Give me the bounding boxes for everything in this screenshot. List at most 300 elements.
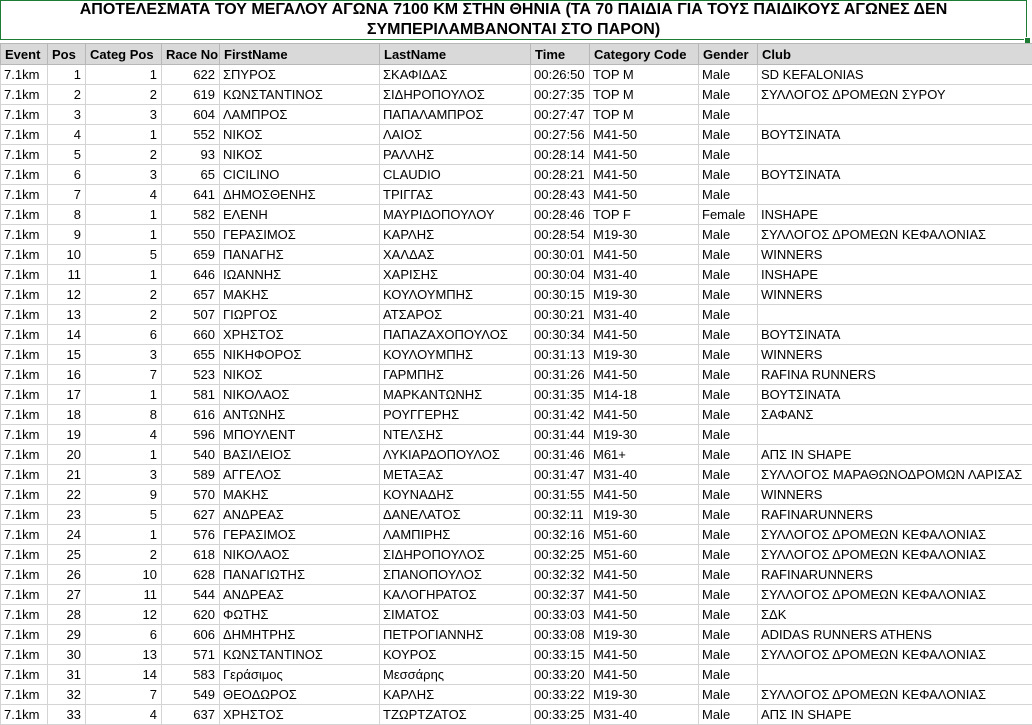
cell-pos[interactable]: 33 (48, 705, 86, 725)
cell-club[interactable]: ΑΠΣ IN SHAPE (758, 445, 1032, 465)
cell-category-code[interactable]: M41-50 (590, 145, 699, 165)
cell-categ-pos[interactable]: 9 (86, 485, 162, 505)
cell-categ-pos[interactable]: 14 (86, 665, 162, 685)
cell-gender[interactable]: Male (699, 165, 758, 185)
cell-pos[interactable]: 3 (48, 105, 86, 125)
cell-last-name[interactable]: ΜΕΤΑΞΑΣ (380, 465, 531, 485)
cell-time[interactable]: 00:31:46 (531, 445, 590, 465)
cell-categ-pos[interactable]: 7 (86, 685, 162, 705)
cell-club[interactable]: WINNERS (758, 485, 1032, 505)
cell-first-name[interactable]: ΑΝΔΡΕΑΣ (220, 585, 380, 605)
cell-event[interactable]: 7.1km (1, 705, 48, 725)
cell-last-name[interactable]: ΜΑΡΚΑΝΤΩΝΗΣ (380, 385, 531, 405)
cell-first-name[interactable]: ΓΕΡΑΣΙΜΟΣ (220, 525, 380, 545)
cell-last-name[interactable]: ΣΠΑΝΟΠΟΥΛΟΣ (380, 565, 531, 585)
cell-time[interactable]: 00:27:47 (531, 105, 590, 125)
cell-category-code[interactable]: M31-40 (590, 305, 699, 325)
cell-race-no[interactable]: 628 (162, 565, 220, 585)
cell-categ-pos[interactable]: 1 (86, 225, 162, 245)
cell-race-no[interactable]: 627 (162, 505, 220, 525)
cell-last-name[interactable]: ΠΕΤΡΟΓΙΑΝΝΗΣ (380, 625, 531, 645)
cell-category-code[interactable]: M41-50 (590, 125, 699, 145)
cell-last-name[interactable]: ΚΟΥΡΟΣ (380, 645, 531, 665)
cell-club[interactable]: ΒΟΥΤΣΙΝΑΤΑ (758, 385, 1032, 405)
cell-time[interactable]: 00:30:21 (531, 305, 590, 325)
cell-first-name[interactable]: ΑΝΔΡΕΑΣ (220, 505, 380, 525)
cell-gender[interactable]: Male (699, 265, 758, 285)
cell-gender[interactable]: Male (699, 185, 758, 205)
cell-race-no[interactable]: 507 (162, 305, 220, 325)
column-header-race-no[interactable]: Race No (162, 44, 220, 65)
cell-gender[interactable]: Male (699, 605, 758, 625)
cell-category-code[interactable]: M41-50 (590, 605, 699, 625)
cell-categ-pos[interactable]: 8 (86, 405, 162, 425)
cell-categ-pos[interactable]: 3 (86, 165, 162, 185)
cell-gender[interactable]: Male (699, 365, 758, 385)
cell-last-name[interactable]: ΠΑΠΑΖΑΧΟΠΟΥΛΟΣ (380, 325, 531, 345)
cell-first-name[interactable]: ΚΩΝΣΤΑΝΤΙΝΟΣ (220, 85, 380, 105)
cell-category-code[interactable]: TOP M (590, 65, 699, 85)
cell-pos[interactable]: 10 (48, 245, 86, 265)
cell-club[interactable]: ADIDAS RUNNERS ATHENS (758, 625, 1032, 645)
cell-time[interactable]: 00:28:21 (531, 165, 590, 185)
cell-gender[interactable]: Male (699, 285, 758, 305)
cell-categ-pos[interactable]: 13 (86, 645, 162, 665)
cell-last-name[interactable]: ΧΑΛΔΑΣ (380, 245, 531, 265)
cell-category-code[interactable]: M31-40 (590, 705, 699, 725)
cell-club[interactable]: INSHAPE (758, 265, 1032, 285)
cell-club[interactable]: ΣΥΛΛΟΓΟΣ ΔΡΟΜΕΩΝ ΚΕΦΑΛΟΝΙΑΣ (758, 685, 1032, 705)
cell-event[interactable]: 7.1km (1, 145, 48, 165)
cell-pos[interactable]: 28 (48, 605, 86, 625)
cell-last-name[interactable]: ΜΑΥΡΙΔΟΠΟΥΛΟΥ (380, 205, 531, 225)
cell-time[interactable]: 00:26:50 (531, 65, 590, 85)
column-header-category-code[interactable]: Category Code (590, 44, 699, 65)
cell-time[interactable]: 00:31:42 (531, 405, 590, 425)
cell-event[interactable]: 7.1km (1, 465, 48, 485)
cell-event[interactable]: 7.1km (1, 625, 48, 645)
cell-categ-pos[interactable]: 2 (86, 545, 162, 565)
cell-club[interactable]: ΣΥΛΛΟΓΟΣ ΔΡΟΜΕΩΝ ΚΕΦΑΛΟΝΙΑΣ (758, 225, 1032, 245)
cell-event[interactable]: 7.1km (1, 325, 48, 345)
cell-categ-pos[interactable]: 3 (86, 345, 162, 365)
cell-categ-pos[interactable]: 4 (86, 185, 162, 205)
cell-pos[interactable]: 32 (48, 685, 86, 705)
cell-race-no[interactable]: 641 (162, 185, 220, 205)
column-header-first-name[interactable]: FirstName (220, 44, 380, 65)
cell-time[interactable]: 00:31:35 (531, 385, 590, 405)
cell-gender[interactable]: Male (699, 565, 758, 585)
cell-categ-pos[interactable]: 5 (86, 245, 162, 265)
cell-first-name[interactable]: ΠΑΝΑΓΙΩΤΗΣ (220, 565, 380, 585)
cell-last-name[interactable]: ΤΖΩΡΤΖΑΤΟΣ (380, 705, 531, 725)
cell-category-code[interactable]: M19-30 (590, 685, 699, 705)
cell-first-name[interactable]: ΜΑΚΗΣ (220, 485, 380, 505)
cell-race-no[interactable]: 596 (162, 425, 220, 445)
cell-club[interactable] (758, 185, 1032, 205)
column-header-last-name[interactable]: LastName (380, 44, 531, 65)
cell-gender[interactable]: Male (699, 545, 758, 565)
cell-categ-pos[interactable]: 2 (86, 285, 162, 305)
cell-categ-pos[interactable]: 6 (86, 625, 162, 645)
cell-category-code[interactable]: M19-30 (590, 425, 699, 445)
cell-club[interactable]: ΒΟΥΤΣΙΝΑΤΑ (758, 165, 1032, 185)
cell-event[interactable]: 7.1km (1, 445, 48, 465)
cell-first-name[interactable]: ΓΙΩΡΓΟΣ (220, 305, 380, 325)
cell-time[interactable]: 00:31:55 (531, 485, 590, 505)
cell-club[interactable]: ΣΥΛΛΟΓΟΣ ΔΡΟΜΕΩΝ ΚΕΦΑΛΟΝΙΑΣ (758, 525, 1032, 545)
cell-race-no[interactable]: 637 (162, 705, 220, 725)
cell-club[interactable]: ΒΟΥΤΣΙΝΑΤΑ (758, 125, 1032, 145)
cell-race-no[interactable]: 620 (162, 605, 220, 625)
column-header-club[interactable]: Club (758, 44, 1032, 65)
cell-pos[interactable]: 14 (48, 325, 86, 345)
cell-last-name[interactable]: CLAUDIO (380, 165, 531, 185)
cell-event[interactable]: 7.1km (1, 485, 48, 505)
cell-race-no[interactable]: 540 (162, 445, 220, 465)
cell-category-code[interactable]: M41-50 (590, 365, 699, 385)
cell-pos[interactable]: 6 (48, 165, 86, 185)
cell-time[interactable]: 00:28:54 (531, 225, 590, 245)
cell-pos[interactable]: 9 (48, 225, 86, 245)
cell-event[interactable]: 7.1km (1, 185, 48, 205)
cell-pos[interactable]: 4 (48, 125, 86, 145)
cell-event[interactable]: 7.1km (1, 385, 48, 405)
cell-race-no[interactable]: 544 (162, 585, 220, 605)
cell-club[interactable]: RAFINARUNNERS (758, 505, 1032, 525)
cell-club[interactable]: RAFINA RUNNERS (758, 365, 1032, 385)
cell-event[interactable]: 7.1km (1, 345, 48, 365)
cell-first-name[interactable]: ΣΠΥΡΟΣ (220, 65, 380, 85)
cell-pos[interactable]: 21 (48, 465, 86, 485)
cell-first-name[interactable]: ΝΙΚΟΣ (220, 125, 380, 145)
cell-event[interactable]: 7.1km (1, 85, 48, 105)
cell-first-name[interactable]: ΝΙΚΟΛΑΟΣ (220, 385, 380, 405)
cell-category-code[interactable]: M51-60 (590, 525, 699, 545)
cell-event[interactable]: 7.1km (1, 305, 48, 325)
cell-pos[interactable]: 23 (48, 505, 86, 525)
cell-first-name[interactable]: ΔΗΜΗΤΡΗΣ (220, 625, 380, 645)
cell-last-name[interactable]: ΣΚΑΦΙΔΑΣ (380, 65, 531, 85)
cell-race-no[interactable]: 655 (162, 345, 220, 365)
cell-first-name[interactable]: ΠΑΝΑΓΗΣ (220, 245, 380, 265)
cell-last-name[interactable]: ΚΑΡΛΗΣ (380, 685, 531, 705)
cell-club[interactable]: INSHAPE (758, 205, 1032, 225)
cell-time[interactable]: 00:30:15 (531, 285, 590, 305)
cell-pos[interactable]: 1 (48, 65, 86, 85)
cell-categ-pos[interactable]: 1 (86, 525, 162, 545)
cell-club[interactable] (758, 105, 1032, 125)
cell-club[interactable]: RAFINARUNNERS (758, 565, 1032, 585)
cell-gender[interactable]: Male (699, 245, 758, 265)
cell-time[interactable]: 00:28:14 (531, 145, 590, 165)
cell-race-no[interactable]: 583 (162, 665, 220, 685)
column-header-event[interactable]: Event (1, 44, 48, 65)
cell-race-no[interactable]: 660 (162, 325, 220, 345)
cell-event[interactable]: 7.1km (1, 205, 48, 225)
cell-club[interactable]: ΣΥΛΛΟΓΟΣ ΔΡΟΜΕΩΝ ΚΕΦΑΛΟΝΙΑΣ (758, 645, 1032, 665)
cell-category-code[interactable]: M41-50 (590, 325, 699, 345)
cell-first-name[interactable]: ΜΑΚΗΣ (220, 285, 380, 305)
cell-race-no[interactable]: 606 (162, 625, 220, 645)
cell-event[interactable]: 7.1km (1, 585, 48, 605)
cell-race-no[interactable]: 618 (162, 545, 220, 565)
cell-categ-pos[interactable]: 2 (86, 305, 162, 325)
cell-race-no[interactable]: 65 (162, 165, 220, 185)
cell-time[interactable]: 00:32:32 (531, 565, 590, 585)
column-header-pos[interactable]: Pos (48, 44, 86, 65)
cell-pos[interactable]: 16 (48, 365, 86, 385)
cell-gender[interactable]: Male (699, 525, 758, 545)
cell-gender[interactable]: Female (699, 205, 758, 225)
cell-time[interactable]: 00:33:03 (531, 605, 590, 625)
cell-race-no[interactable]: 523 (162, 365, 220, 385)
cell-categ-pos[interactable]: 1 (86, 385, 162, 405)
cell-last-name[interactable]: ΡΟΥΓΓΕΡΗΣ (380, 405, 531, 425)
cell-gender[interactable]: Male (699, 705, 758, 725)
cell-pos[interactable]: 26 (48, 565, 86, 585)
cell-time[interactable]: 00:33:25 (531, 705, 590, 725)
cell-race-no[interactable]: 657 (162, 285, 220, 305)
cell-club[interactable] (758, 665, 1032, 685)
cell-club[interactable] (758, 305, 1032, 325)
cell-categ-pos[interactable]: 1 (86, 265, 162, 285)
cell-last-name[interactable]: ΚΟΥΛΟΥΜΠΗΣ (380, 285, 531, 305)
cell-race-no[interactable]: 571 (162, 645, 220, 665)
cell-time[interactable]: 00:32:37 (531, 585, 590, 605)
cell-club[interactable]: WINNERS (758, 345, 1032, 365)
cell-pos[interactable]: 24 (48, 525, 86, 545)
cell-category-code[interactable]: M41-50 (590, 405, 699, 425)
cell-last-name[interactable]: ΓΑΡΜΠΗΣ (380, 365, 531, 385)
cell-gender[interactable]: Male (699, 645, 758, 665)
cell-race-no[interactable]: 619 (162, 85, 220, 105)
cell-first-name[interactable]: ΦΩΤΗΣ (220, 605, 380, 625)
cell-last-name[interactable]: ΑΤΣΑΡΟΣ (380, 305, 531, 325)
cell-category-code[interactable]: M41-50 (590, 565, 699, 585)
cell-race-no[interactable]: 549 (162, 685, 220, 705)
cell-club[interactable] (758, 425, 1032, 445)
cell-category-code[interactable]: M61+ (590, 445, 699, 465)
cell-first-name[interactable]: ΓΕΡΑΣΙΜΟΣ (220, 225, 380, 245)
cell-categ-pos[interactable]: 6 (86, 325, 162, 345)
cell-last-name[interactable]: ΧΑΡΙΣΗΣ (380, 265, 531, 285)
cell-gender[interactable]: Male (699, 665, 758, 685)
cell-category-code[interactable]: M41-50 (590, 485, 699, 505)
cell-race-no[interactable]: 570 (162, 485, 220, 505)
cell-category-code[interactable]: M41-50 (590, 585, 699, 605)
cell-first-name[interactable]: ΝΙΚΟΛΑΟΣ (220, 545, 380, 565)
cell-pos[interactable]: 13 (48, 305, 86, 325)
cell-club[interactable]: SD KEFALONIAS (758, 65, 1032, 85)
cell-event[interactable]: 7.1km (1, 105, 48, 125)
cell-club[interactable]: ΣΑΦΑΝΣ (758, 405, 1032, 425)
cell-category-code[interactable]: TOP M (590, 85, 699, 105)
cell-category-code[interactable]: M41-50 (590, 245, 699, 265)
cell-time[interactable]: 00:32:25 (531, 545, 590, 565)
cell-pos[interactable]: 2 (48, 85, 86, 105)
cell-event[interactable]: 7.1km (1, 245, 48, 265)
cell-pos[interactable]: 18 (48, 405, 86, 425)
cell-last-name[interactable]: ΚΑΡΛΗΣ (380, 225, 531, 245)
cell-pos[interactable]: 15 (48, 345, 86, 365)
cell-last-name[interactable]: ΛΑΜΠΙΡΗΣ (380, 525, 531, 545)
cell-pos[interactable]: 8 (48, 205, 86, 225)
cell-race-no[interactable]: 582 (162, 205, 220, 225)
cell-pos[interactable]: 31 (48, 665, 86, 685)
cell-time[interactable]: 00:33:20 (531, 665, 590, 685)
cell-categ-pos[interactable]: 3 (86, 465, 162, 485)
cell-event[interactable]: 7.1km (1, 565, 48, 585)
cell-pos[interactable]: 19 (48, 425, 86, 445)
cell-last-name[interactable]: ΠΑΠΑΛΑΜΠΡΟΣ (380, 105, 531, 125)
cell-gender[interactable]: Male (699, 405, 758, 425)
cell-time[interactable]: 00:27:35 (531, 85, 590, 105)
cell-event[interactable]: 7.1km (1, 65, 48, 85)
cell-gender[interactable]: Male (699, 85, 758, 105)
cell-last-name[interactable]: ΣΙΔΗΡΟΠΟΥΛΟΣ (380, 85, 531, 105)
cell-last-name[interactable]: ΚΟΥΝΑΔΗΣ (380, 485, 531, 505)
cell-first-name[interactable]: ΒΑΣΙΛΕΙΟΣ (220, 445, 380, 465)
cell-category-code[interactable]: M51-60 (590, 545, 699, 565)
cell-first-name[interactable]: ΝΙΚΗΦΟΡΟΣ (220, 345, 380, 365)
cell-categ-pos[interactable]: 5 (86, 505, 162, 525)
cell-pos[interactable]: 27 (48, 585, 86, 605)
cell-categ-pos[interactable]: 1 (86, 205, 162, 225)
cell-event[interactable]: 7.1km (1, 405, 48, 425)
cell-gender[interactable]: Male (699, 385, 758, 405)
cell-first-name[interactable]: ΧΡΗΣΤΟΣ (220, 325, 380, 345)
cell-pos[interactable]: 22 (48, 485, 86, 505)
sheet-title-cell[interactable] (0, 0, 1027, 40)
cell-time[interactable]: 00:32:11 (531, 505, 590, 525)
cell-event[interactable]: 7.1km (1, 685, 48, 705)
cell-pos[interactable]: 7 (48, 185, 86, 205)
cell-gender[interactable]: Male (699, 145, 758, 165)
cell-last-name[interactable]: ΣΙΔΗΡΟΠΟΥΛΟΣ (380, 545, 531, 565)
cell-categ-pos[interactable]: 1 (86, 125, 162, 145)
cell-first-name[interactable]: CICILINO (220, 165, 380, 185)
cell-time[interactable]: 00:27:56 (531, 125, 590, 145)
cell-event[interactable]: 7.1km (1, 365, 48, 385)
cell-first-name[interactable]: ΝΙΚΟΣ (220, 365, 380, 385)
cell-gender[interactable]: Male (699, 685, 758, 705)
column-header-time[interactable]: Time (531, 44, 590, 65)
cell-gender[interactable]: Male (699, 445, 758, 465)
cell-categ-pos[interactable]: 2 (86, 145, 162, 165)
cell-club[interactable]: WINNERS (758, 285, 1032, 305)
cell-first-name[interactable]: ΕΛΕΝΗ (220, 205, 380, 225)
cell-event[interactable]: 7.1km (1, 285, 48, 305)
cell-last-name[interactable]: Μεσσάρης (380, 665, 531, 685)
cell-time[interactable]: 00:31:47 (531, 465, 590, 485)
cell-gender[interactable]: Male (699, 125, 758, 145)
cell-race-no[interactable]: 550 (162, 225, 220, 245)
cell-pos[interactable]: 12 (48, 285, 86, 305)
cell-first-name[interactable]: Γεράσιμος (220, 665, 380, 685)
cell-categ-pos[interactable]: 10 (86, 565, 162, 585)
cell-event[interactable]: 7.1km (1, 165, 48, 185)
cell-category-code[interactable]: M19-30 (590, 225, 699, 245)
cell-category-code[interactable]: TOP M (590, 105, 699, 125)
cell-first-name[interactable]: ΔΗΜΟΣΘΕΝΗΣ (220, 185, 380, 205)
cell-last-name[interactable]: ΤΡΙΓΓΑΣ (380, 185, 531, 205)
cell-event[interactable]: 7.1km (1, 505, 48, 525)
cell-time[interactable]: 00:30:34 (531, 325, 590, 345)
cell-gender[interactable]: Male (699, 325, 758, 345)
cell-race-no[interactable]: 604 (162, 105, 220, 125)
cell-categ-pos[interactable]: 4 (86, 705, 162, 725)
cell-gender[interactable]: Male (699, 305, 758, 325)
cell-categ-pos[interactable]: 2 (86, 85, 162, 105)
cell-category-code[interactable]: M41-50 (590, 665, 699, 685)
cell-pos[interactable]: 17 (48, 385, 86, 405)
cell-first-name[interactable]: ΑΝΤΩΝΗΣ (220, 405, 380, 425)
column-header-gender[interactable]: Gender (699, 44, 758, 65)
cell-pos[interactable]: 29 (48, 625, 86, 645)
cell-event[interactable]: 7.1km (1, 525, 48, 545)
cell-last-name[interactable]: ΚΑΛΟΓΗΡΑΤΟΣ (380, 585, 531, 605)
cell-event[interactable]: 7.1km (1, 545, 48, 565)
cell-gender[interactable]: Male (699, 585, 758, 605)
cell-last-name[interactable]: ΡΑΛΛΗΣ (380, 145, 531, 165)
cell-time[interactable]: 00:30:01 (531, 245, 590, 265)
cell-categ-pos[interactable]: 11 (86, 585, 162, 605)
cell-event[interactable]: 7.1km (1, 665, 48, 685)
cell-categ-pos[interactable]: 1 (86, 445, 162, 465)
cell-club[interactable]: ΣΥΛΛΟΓΟΣ ΔΡΟΜΕΩΝ ΣΥΡΟΥ (758, 85, 1032, 105)
cell-time[interactable]: 00:33:22 (531, 685, 590, 705)
cell-category-code[interactable]: M14-18 (590, 385, 699, 405)
cell-last-name[interactable]: ΣΙΜΑΤΟΣ (380, 605, 531, 625)
cell-event[interactable]: 7.1km (1, 645, 48, 665)
cell-gender[interactable]: Male (699, 485, 758, 505)
cell-category-code[interactable]: M19-30 (590, 285, 699, 305)
cell-category-code[interactable]: M41-50 (590, 165, 699, 185)
cell-category-code[interactable]: M19-30 (590, 505, 699, 525)
cell-event[interactable]: 7.1km (1, 265, 48, 285)
cell-categ-pos[interactable]: 12 (86, 605, 162, 625)
cell-pos[interactable]: 11 (48, 265, 86, 285)
cell-time[interactable]: 00:31:44 (531, 425, 590, 445)
cell-category-code[interactable]: TOP F (590, 205, 699, 225)
cell-time[interactable]: 00:31:26 (531, 365, 590, 385)
cell-category-code[interactable]: M41-50 (590, 645, 699, 665)
cell-event[interactable]: 7.1km (1, 225, 48, 245)
cell-first-name[interactable]: ΜΠΟΥΛΕΝΤ (220, 425, 380, 445)
cell-club[interactable]: ΣΔΚ (758, 605, 1032, 625)
cell-club[interactable]: ΣΥΛΛΟΓΟΣ ΜΑΡΑΘΩΝΟΔΡΟΜΩΝ ΛΑΡΙΣΑΣ (758, 465, 1032, 485)
cell-race-no[interactable]: 646 (162, 265, 220, 285)
cell-time[interactable]: 00:32:16 (531, 525, 590, 545)
cell-gender[interactable]: Male (699, 625, 758, 645)
cell-time[interactable]: 00:28:46 (531, 205, 590, 225)
cell-club[interactable]: ΒΟΥΤΣΙΝΑΤΑ (758, 325, 1032, 345)
cell-first-name[interactable]: ΘΕΟΔΩΡΟΣ (220, 685, 380, 705)
cell-club[interactable] (758, 145, 1032, 165)
cell-first-name[interactable]: ΧΡΗΣΤΟΣ (220, 705, 380, 725)
cell-first-name[interactable]: ΝΙΚΟΣ (220, 145, 380, 165)
cell-gender[interactable]: Male (699, 105, 758, 125)
cell-first-name[interactable]: ΛΑΜΠΡΟΣ (220, 105, 380, 125)
cell-pos[interactable]: 30 (48, 645, 86, 665)
cell-categ-pos[interactable]: 1 (86, 65, 162, 85)
cell-gender[interactable]: Male (699, 345, 758, 365)
cell-event[interactable]: 7.1km (1, 605, 48, 625)
cell-category-code[interactable]: M19-30 (590, 345, 699, 365)
column-header-categ-pos[interactable]: Categ Pos (86, 44, 162, 65)
cell-last-name[interactable]: ΛΑΙΟΣ (380, 125, 531, 145)
